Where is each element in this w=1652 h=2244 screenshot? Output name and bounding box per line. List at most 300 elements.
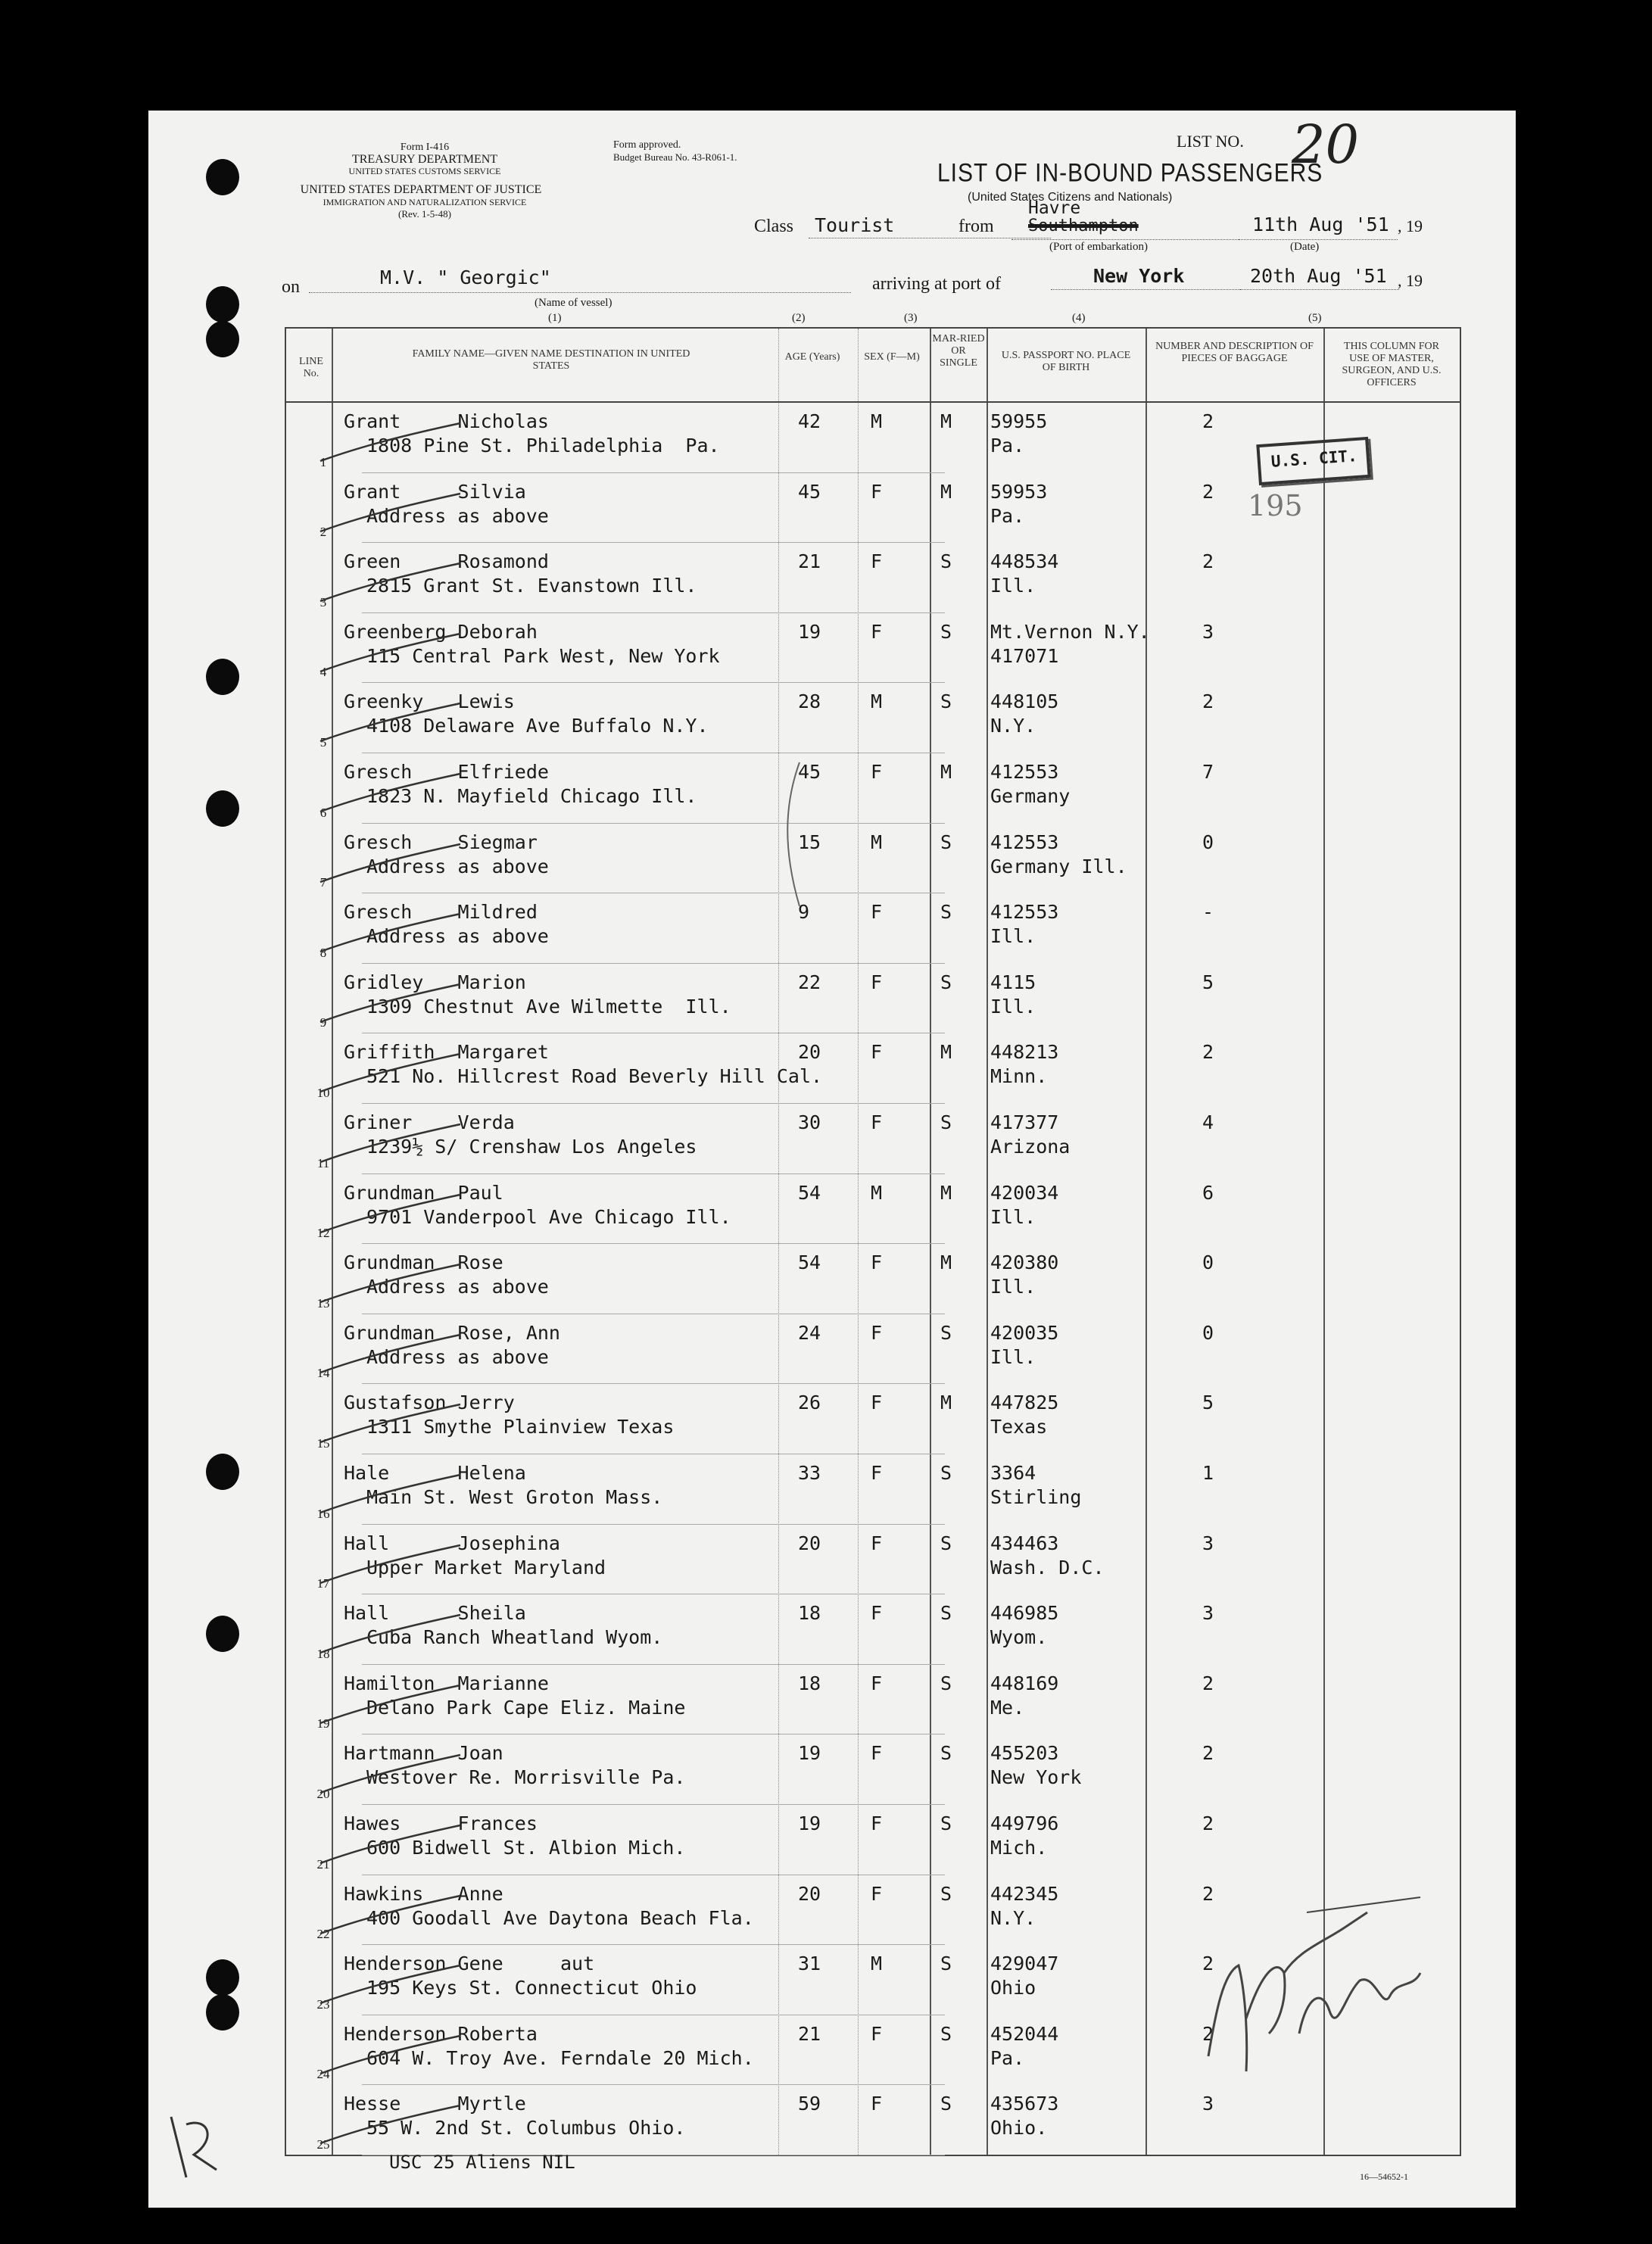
check-mark	[316, 2032, 468, 2077]
passenger-name: Hale Helena	[344, 1462, 526, 1484]
marital-status: S	[940, 831, 952, 853]
list-no-value: 20	[1292, 114, 1360, 176]
place-of-birth: Ill.	[990, 995, 1036, 1018]
baggage-count: 6	[1202, 1181, 1214, 1204]
form-approved: Form approved.	[613, 139, 681, 151]
destination-address: Upper Market Maryland	[366, 1556, 606, 1579]
col-num-3: (3)	[904, 312, 918, 324]
place-of-birth: Pa.	[990, 435, 1025, 457]
year-suffix-1: , 19	[1398, 217, 1423, 235]
place-of-birth: Pa.	[990, 2046, 1025, 2069]
line-number: 4	[319, 665, 327, 680]
manifest-subtitle: (United States Citizens and Nationals)	[968, 191, 1173, 204]
passenger-name: Grundman Rose, Ann	[344, 1321, 560, 1344]
punch-hole	[206, 1616, 239, 1652]
class-label: Class	[754, 217, 794, 236]
line-number: 19	[316, 1716, 330, 1731]
baggage-count: 3	[1202, 2093, 1214, 2115]
passport-number: 449796	[990, 1812, 1059, 1834]
punch-hole	[206, 321, 239, 357]
check-mark	[316, 559, 468, 605]
marital-status: S	[940, 690, 952, 713]
table-row	[286, 1805, 1460, 1875]
passport-number: 434463	[990, 1532, 1059, 1554]
age: 33	[798, 1462, 821, 1484]
check-mark	[316, 2102, 468, 2147]
line-number: 2	[319, 525, 327, 540]
age: 15	[798, 831, 821, 853]
check-mark	[316, 1681, 468, 1727]
age: 45	[798, 480, 821, 503]
margin-mark	[164, 2109, 224, 2185]
check-mark	[316, 980, 468, 1026]
place-of-birth: Ill.	[990, 925, 1036, 948]
destination-address: 1309 Chestnut Ave Wilmette Ill.	[366, 995, 731, 1018]
th-officers: THIS COLUMN FOR USE OF MASTER, SURGEON, AND U.S. OFFICERS	[1342, 341, 1442, 388]
destination-address: 55 W. 2nd St. Columbus Ohio.	[366, 2117, 686, 2140]
table-row	[286, 1525, 1460, 1595]
line-number: 17	[316, 1576, 330, 1591]
passport-number: 420035	[990, 1321, 1059, 1344]
line-number: 23	[316, 1996, 330, 2012]
passenger-name: Gresch Mildred	[344, 901, 538, 924]
age: 26	[798, 1392, 821, 1414]
line-number: 6	[319, 805, 327, 820]
table-row	[286, 1033, 1460, 1104]
destination-address: 1239½ S/ Crenshaw Los Angeles	[366, 1136, 697, 1158]
budget-bureau: Budget Bureau No. 43-R061-1.	[613, 151, 737, 163]
sex: F	[871, 1462, 883, 1484]
passport-number: 59953	[990, 480, 1048, 503]
line-number: 12	[316, 1226, 330, 1241]
age: 20	[798, 1532, 821, 1554]
age: 21	[798, 2022, 821, 2045]
destination-address: 195 Keys St. Connecticut Ohio	[366, 1977, 697, 1999]
destination-address: 521 No. Hillcrest Road Beverly Hill Cal.	[366, 1065, 823, 1088]
destination-address: Cuba Ranch Wheatland Wyom.	[366, 1626, 663, 1649]
passenger-name: Hawkins Anne	[344, 1882, 503, 1905]
baggage-count: 2	[1202, 1953, 1214, 1975]
check-mark	[316, 1401, 468, 1446]
marital-status: S	[940, 901, 952, 924]
class-value: Tourist	[815, 214, 895, 236]
baggage-count: 2	[1202, 1882, 1214, 1905]
marital-status: S	[940, 620, 952, 643]
punch-hole	[206, 1959, 239, 1996]
line-number: 18	[316, 1646, 330, 1661]
baggage-count: 0	[1202, 1321, 1214, 1344]
sex: F	[871, 550, 883, 573]
marital-status: S	[940, 1602, 952, 1625]
passenger-name: Griner Verda	[344, 1111, 515, 1133]
sex: F	[871, 971, 883, 993]
place-of-birth: Ill.	[990, 575, 1036, 597]
marital-status: S	[940, 1953, 952, 1975]
destination-address: 9701 Vanderpool Ave Chicago Ill.	[366, 1205, 731, 1228]
check-mark	[316, 1751, 468, 1797]
age: 28	[798, 690, 821, 713]
passport-number: 446985	[990, 1602, 1059, 1625]
place-of-birth: Minn.	[990, 1065, 1048, 1088]
departure-date: 11th Aug '51	[1252, 213, 1389, 235]
manifest-title: LIST OF IN-BOUND PASSENGERS	[937, 158, 1323, 188]
place-of-birth: Texas	[990, 1416, 1048, 1438]
destination-address: Address as above	[366, 925, 549, 948]
destination-address: 4108 Delaware Ave Buffalo N.Y.	[366, 715, 709, 737]
marital-status: S	[940, 2093, 952, 2115]
passport-number: 420034	[990, 1181, 1059, 1204]
place-of-birth: Stirling	[990, 1486, 1082, 1508]
passenger-name: Grant Nicholas	[344, 410, 549, 432]
baggage-count: 2	[1202, 2022, 1214, 2045]
age: 9	[798, 901, 810, 924]
age: 18	[798, 1672, 821, 1694]
check-mark	[316, 1120, 468, 1166]
sex: F	[871, 1251, 883, 1274]
marital-status: S	[940, 550, 952, 573]
sex: M	[871, 690, 883, 713]
passenger-name: Hesse Myrtle	[344, 2093, 526, 2115]
arrival-port: New York	[1093, 265, 1185, 287]
passenger-name: Henderson Roberta	[344, 2022, 538, 2045]
from-value: Havre	[1028, 198, 1081, 218]
sex: M	[871, 410, 883, 432]
th-name: FAMILY NAME—GIVEN NAME DESTINATION IN UNITED STATES	[412, 348, 690, 372]
passenger-name: Griffith Margaret	[344, 1041, 549, 1064]
line-number: 1	[319, 454, 327, 469]
passenger-name: Grant Silvia	[344, 480, 526, 503]
sex: F	[871, 620, 883, 643]
sex: F	[871, 1882, 883, 1905]
place-of-birth: New York	[990, 1766, 1082, 1789]
place-of-birth: Ohio	[990, 1977, 1036, 1999]
passenger-name: Gustafson Jerry	[344, 1392, 515, 1414]
place-of-birth: Wyom.	[990, 1626, 1048, 1649]
marital-status: S	[940, 971, 952, 993]
line-number: 15	[316, 1435, 330, 1451]
sex: F	[871, 1742, 883, 1765]
destination-address: Westover Re. Morrisville Pa.	[366, 1766, 686, 1789]
age: 20	[798, 1882, 821, 1905]
place-of-birth: Ill.	[990, 1205, 1036, 1228]
line-number: 11	[316, 1155, 330, 1170]
marital-status: M	[940, 1251, 952, 1274]
destination-address: Delano Park Cape Eliz. Maine	[366, 1696, 686, 1719]
baggage-count: 5	[1202, 971, 1214, 993]
line-number: 16	[316, 1506, 330, 1521]
sex: F	[871, 2022, 883, 2045]
col-num-4: (4)	[1072, 312, 1086, 324]
sex: F	[871, 2093, 883, 2115]
sex: F	[871, 1392, 883, 1414]
line-number: 7	[319, 875, 327, 890]
destination-address: 400 Goodall Ave Daytona Beach Fla.	[366, 1906, 754, 1929]
sex: F	[871, 1111, 883, 1133]
line-number: 3	[319, 594, 327, 609]
age: 45	[798, 761, 821, 783]
place-of-birth: Wash. D.C.	[990, 1556, 1105, 1579]
table-row	[286, 1454, 1460, 1525]
destination-address: Address as above	[366, 1276, 549, 1298]
destination-address: Address as above	[366, 504, 549, 527]
baggage-count: 2	[1202, 480, 1214, 503]
table-row	[286, 1594, 1460, 1665]
sex: F	[871, 1672, 883, 1694]
check-mark	[316, 1541, 468, 1587]
baggage-count: 1	[1202, 1462, 1214, 1484]
line-number: 5	[319, 734, 327, 750]
marital-status: S	[940, 1111, 952, 1133]
passenger-name: Gresch Elfriede	[344, 761, 549, 783]
passport-number: 59955	[990, 410, 1048, 432]
passport-number: 412553	[990, 901, 1059, 924]
destination-address: 604 W. Troy Ave. Ferndale 20 Mich.	[366, 2046, 754, 2069]
baggage-count: 7	[1202, 761, 1214, 783]
place-of-birth: Ohio.	[990, 2117, 1048, 2140]
footer-usc: USC 25 Aliens NIL	[389, 2152, 575, 2173]
table-row	[286, 1665, 1460, 1735]
destination-address: 115 Central Park West, New York	[366, 644, 720, 667]
passenger-name: Grundman Paul	[344, 1181, 503, 1204]
table-row	[286, 543, 1460, 613]
place-of-birth: Mich.	[990, 1837, 1048, 1859]
port-embarkation-caption: (Port of embarkation)	[1049, 241, 1148, 253]
passport-number: 448213	[990, 1041, 1059, 1064]
table-row	[286, 613, 1460, 684]
table-row	[286, 893, 1460, 964]
check-mark	[316, 700, 468, 745]
passenger-name: Greenberg Deborah	[344, 620, 538, 643]
handwritten-signature	[1193, 1882, 1443, 2079]
from-label: from	[958, 217, 994, 236]
th-sex: SEX (F—M)	[864, 351, 920, 363]
passenger-name: Gridley Marion	[344, 971, 526, 993]
passport-number: 447825	[990, 1392, 1059, 1414]
check-mark	[316, 1822, 468, 1867]
passenger-name: Hall Sheila	[344, 1602, 526, 1625]
place-of-birth: N.Y.	[990, 1906, 1036, 1929]
marital-status: M	[940, 1041, 952, 1064]
passenger-name: Gresch Siegmar	[344, 831, 538, 853]
marital-status: S	[940, 1742, 952, 1765]
place-of-birth: N.Y.	[990, 715, 1036, 737]
passenger-name: Hamilton Marianne	[344, 1672, 549, 1694]
from-struck-value: Southampton	[1028, 217, 1139, 235]
baggage-count: 2	[1202, 550, 1214, 573]
sex: F	[871, 1812, 883, 1834]
th-line: LINE No.	[299, 356, 323, 379]
col-num-2: (2)	[792, 312, 806, 324]
passport-number: 442345	[990, 1882, 1059, 1905]
punch-hole	[206, 659, 239, 695]
age: 31	[798, 1953, 821, 1975]
passport-number: 455203	[990, 1742, 1059, 1765]
treasury-department: TREASURY DEPARTMENT	[351, 153, 498, 166]
check-mark	[316, 910, 468, 955]
th-age: AGE (Years)	[784, 351, 840, 363]
passport-number: 412553	[990, 761, 1059, 783]
sex: F	[871, 1321, 883, 1344]
marital-status: M	[940, 480, 952, 503]
check-mark	[316, 1962, 468, 2007]
sex: F	[871, 901, 883, 924]
line-number: 10	[316, 1085, 330, 1100]
baggage-count: -	[1202, 901, 1214, 924]
stamp-number: 195	[1248, 489, 1303, 522]
passenger-name: Hartmann Joan	[344, 1742, 503, 1765]
marital-status: S	[940, 1462, 952, 1484]
sex: M	[871, 831, 883, 853]
col-num-5: (5)	[1308, 312, 1322, 324]
year-suffix-2: , 19	[1398, 271, 1423, 290]
passenger-name: Hawes Frances	[344, 1812, 538, 1834]
line-number: 14	[316, 1366, 330, 1381]
vessel-name: M.V. " Georgic"	[380, 266, 551, 288]
table-row	[286, 1174, 1460, 1245]
place-of-birth: Germany	[990, 785, 1071, 807]
table-row	[286, 2085, 1460, 2155]
check-mark	[316, 1331, 468, 1376]
passport-number: 448534	[990, 550, 1059, 573]
punch-hole	[206, 286, 239, 323]
passport-number: 448105	[990, 690, 1059, 713]
baggage-count: 2	[1202, 690, 1214, 713]
table-row	[286, 1104, 1460, 1174]
passport-number: 429047	[990, 1953, 1059, 1975]
sex: M	[871, 1181, 883, 1204]
th-passport: U.S. PASSPORT NO. PLACE OF BIRTH	[1001, 350, 1131, 373]
baggage-count: 2	[1202, 1041, 1214, 1064]
table-row	[286, 1244, 1460, 1314]
check-mark	[316, 840, 468, 886]
line-number: 25	[316, 2136, 330, 2152]
sex: F	[871, 761, 883, 783]
table-row	[286, 683, 1460, 753]
punch-hole	[206, 1454, 239, 1490]
sex: M	[871, 1953, 883, 1975]
passport-number: 412553	[990, 831, 1059, 853]
place-of-birth: Ill.	[990, 1276, 1036, 1298]
place-of-birth: Pa.	[990, 504, 1025, 527]
check-mark	[316, 1050, 468, 1096]
line-number: 21	[316, 1856, 330, 1872]
marital-status: S	[940, 1672, 952, 1694]
marital-status: M	[940, 1181, 952, 1204]
check-mark	[316, 1611, 468, 1657]
passenger-name: Henderson Gene aut	[344, 1953, 595, 1975]
passenger-name: Greenky Lewis	[344, 690, 515, 713]
punch-hole	[206, 159, 239, 195]
sex: F	[871, 1602, 883, 1625]
manifest-page	[148, 111, 1516, 2208]
sex: F	[871, 480, 883, 503]
table-row	[286, 1384, 1460, 1454]
passport-number: Mt.Vernon N.Y.	[990, 620, 1150, 643]
form-number: Form I-416	[400, 142, 450, 153]
justice-department: UNITED STATES DEPARTMENT OF JUSTICE	[300, 183, 542, 196]
marital-status: S	[940, 1882, 952, 1905]
baggage-count: 3	[1202, 620, 1214, 643]
revision: (Rev. 1-5-48)	[398, 208, 451, 220]
check-mark	[316, 770, 468, 815]
baggage-count: 2	[1202, 1812, 1214, 1834]
baggage-count: 2	[1202, 1742, 1214, 1765]
destination-address: Address as above	[366, 1345, 549, 1368]
baggage-count: 3	[1202, 1602, 1214, 1625]
baggage-count: 2	[1202, 1672, 1214, 1694]
age: 19	[798, 1742, 821, 1765]
baggage-count: 3	[1202, 1532, 1214, 1554]
baggage-count: 5	[1202, 1392, 1214, 1414]
place-of-birth: Germany Ill.	[990, 855, 1127, 877]
sex: F	[871, 1532, 883, 1554]
destination-address: 2815 Grant St. Evanstown Ill.	[366, 575, 697, 597]
age: 18	[798, 1602, 821, 1625]
baggage-count: 0	[1202, 1251, 1214, 1274]
destination-address: 1808 Pine St. Philadelphia Pa.	[366, 435, 720, 457]
th-baggage: NUMBER AND DESCRIPTION OF PIECES OF BAGGAGE	[1155, 341, 1314, 364]
check-mark	[316, 419, 468, 465]
destination-address: Main St. West Groton Mass.	[366, 1486, 663, 1508]
marital-status: S	[940, 2022, 952, 2045]
age: 19	[798, 620, 821, 643]
passenger-name: Hall Josephina	[344, 1532, 560, 1554]
destination-address: 600 Bidwell St. Albion Mich.	[366, 1837, 686, 1859]
check-mark	[316, 630, 468, 675]
age: 24	[798, 1321, 821, 1344]
age: 59	[798, 2093, 821, 2115]
age: 54	[798, 1251, 821, 1274]
marital-status: M	[940, 1392, 952, 1414]
table-row	[286, 964, 1460, 1034]
table-header	[286, 329, 1460, 403]
table-row	[286, 1314, 1460, 1385]
passport-number: 3364	[990, 1462, 1036, 1484]
age: 30	[798, 1111, 821, 1133]
passport-number: 452044	[990, 2022, 1059, 2045]
marital-status: S	[940, 1532, 952, 1554]
marital-status: S	[940, 1812, 952, 1834]
baggage-count: 2	[1202, 410, 1214, 432]
passport-number: 417377	[990, 1111, 1059, 1133]
printer-code: 16—54652-1	[1360, 2171, 1408, 2182]
baggage-count: 4	[1202, 1111, 1214, 1133]
place-of-birth: Ill.	[990, 1345, 1036, 1368]
table-row	[286, 1734, 1460, 1805]
passport-number: 435673	[990, 2093, 1059, 2115]
punch-hole	[206, 790, 239, 827]
line-number: 8	[319, 945, 327, 960]
passenger-name: Grundman Rose	[344, 1251, 503, 1274]
bracket-mark	[769, 759, 815, 910]
age: 21	[798, 550, 821, 573]
place-of-birth: Arizona	[990, 1136, 1071, 1158]
line-number: 13	[316, 1295, 330, 1311]
check-mark	[316, 1261, 468, 1306]
passenger-name: Green Rosamond	[344, 550, 549, 573]
list-no-label: LIST NO.	[1177, 132, 1244, 151]
check-mark	[316, 1471, 468, 1516]
marital-status: M	[940, 410, 952, 432]
place-of-birth: 417071	[990, 644, 1059, 667]
marital-status: M	[940, 761, 952, 783]
th-married: MAR-RIED OR SINGLE	[932, 333, 985, 369]
marital-status: S	[940, 1321, 952, 1344]
age: 22	[798, 971, 821, 993]
sex: F	[871, 1041, 883, 1064]
immigration-service: IMMIGRATION AND NATURALIZATION SERVICE	[323, 197, 527, 207]
stamp-text: U.S. CIT.	[1270, 447, 1358, 471]
